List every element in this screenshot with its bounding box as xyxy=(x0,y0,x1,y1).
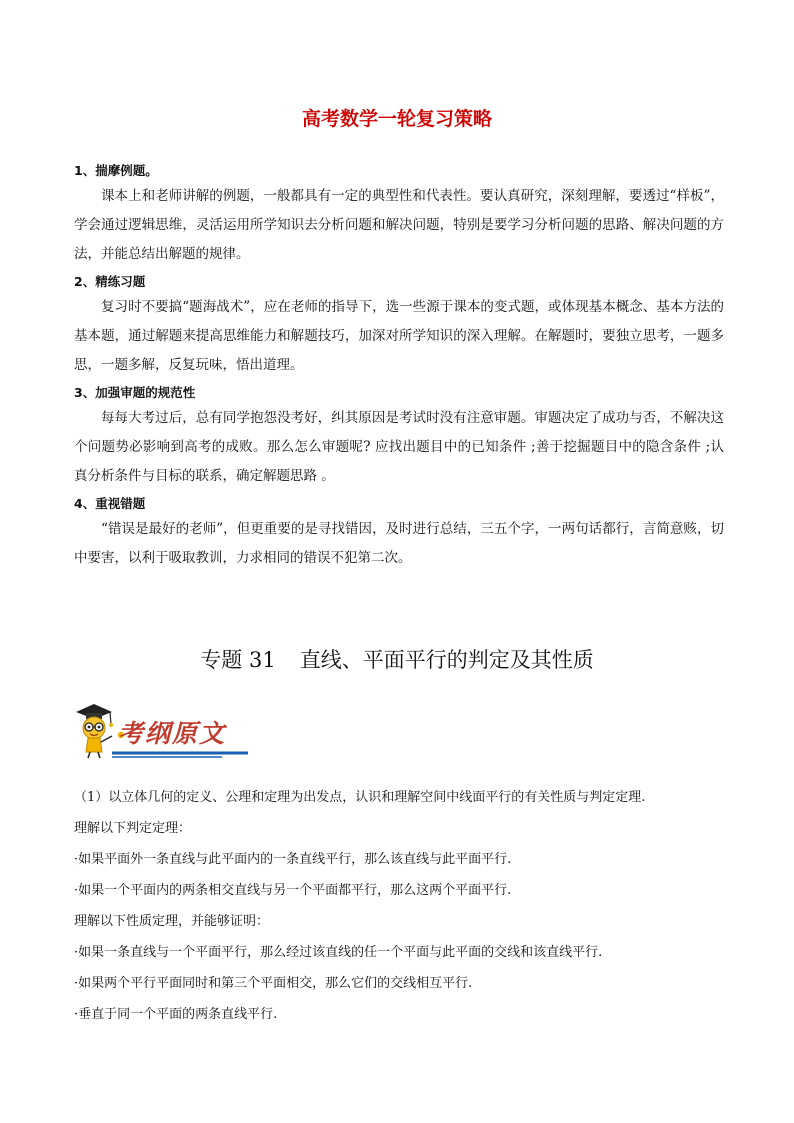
graduate-cartoon-icon xyxy=(76,704,113,758)
exam-outline-banner xyxy=(72,700,252,762)
banner-text: 考纲原文 xyxy=(118,719,227,748)
banner-text-decor xyxy=(112,719,248,757)
main-title: 高考数学一轮复习策略 xyxy=(301,108,492,130)
section-heading: 3、加强审题的规范性 xyxy=(74,385,196,400)
section-paragraph: 每每大考过后，总有同学抱怨没考好，纠其原因是考试时没有注意审题。审题决定了成功与否，不解决这个问题势必影响到高考的成败。那么怎么审题呢? 应找出题目中的已知条件 ;善于挖掘题目中的隐含条件 ;认真分析条件与目标的联系，确定解题思路 。 xyxy=(74,410,724,484)
exam-outline-content xyxy=(74,782,734,1030)
outline-line: 理解以下性质定理，并能够证明： xyxy=(74,914,270,929)
outline-line: 理解以下判定定理： xyxy=(74,821,192,836)
outline-line: ·垂直于同一个平面的两条直线平行. xyxy=(74,1007,278,1022)
topic-number: 专题 31 xyxy=(200,648,276,672)
topic-title xyxy=(0,644,794,674)
outline-line: ·如果平面外一条直线与此平面内的一条直线平行，那么该直线与此平面平行. xyxy=(74,852,512,867)
section-heading: 1、揣摩例题。 xyxy=(74,163,158,178)
section-paragraph: 课本上和老师讲解的例题，一般都具有一定的典型性和代表性。要认真研究，深刻理解，要透过“样板”，学会通过逻辑思维，灵活运用所学知识去分析问题和解决问题，特别是要学习分析问题的思路、解决问题的方法，并能总结出解题的规律。 xyxy=(74,188,724,262)
outline-line: ·如果一个平面内的两条相交直线与另一个平面都平行，那么这两个平面平行. xyxy=(74,883,512,898)
outline-line: （1）以立体几何的定义、公理和定理为出发点，认识和理解空间中线面平行的有关性质与判定定理. xyxy=(74,790,646,805)
banner-graphic xyxy=(72,700,252,762)
outline-line: ·如果两个平行平面同时和第三个平面相交，那么它们的交线相互平行. xyxy=(74,976,473,991)
section-paragraph: “错误是最好的老师”，但更重要的是寻找错因，及时进行总结，三五个字，一两句话都行，言简意赅，切中要害，以利于吸取教训，力求相同的错误不犯第二次。 xyxy=(74,521,724,566)
section-heading: 2、精练习题 xyxy=(74,274,146,289)
strategy-sections xyxy=(74,158,724,574)
section-paragraph: 复习时不要搞“题海战术”，应在老师的指导下，选一些源于课本的变式题，或体现基本概念、基本方法的基本题，通过解题来提高思维能力和解题技巧，加深对所学知识的深入理解。在解题时，要独立思考，一题多思，一题多解，反复玩味，悟出道理。 xyxy=(74,299,724,373)
section-heading: 4、重视错题 xyxy=(74,496,146,511)
topic-name: 直线、平面平行的判定及其性质 xyxy=(299,648,594,672)
outline-line: ·如果一条直线与一个平面平行，那么经过该直线的任一个平面与此平面的交线和该直线平行. xyxy=(74,945,603,960)
